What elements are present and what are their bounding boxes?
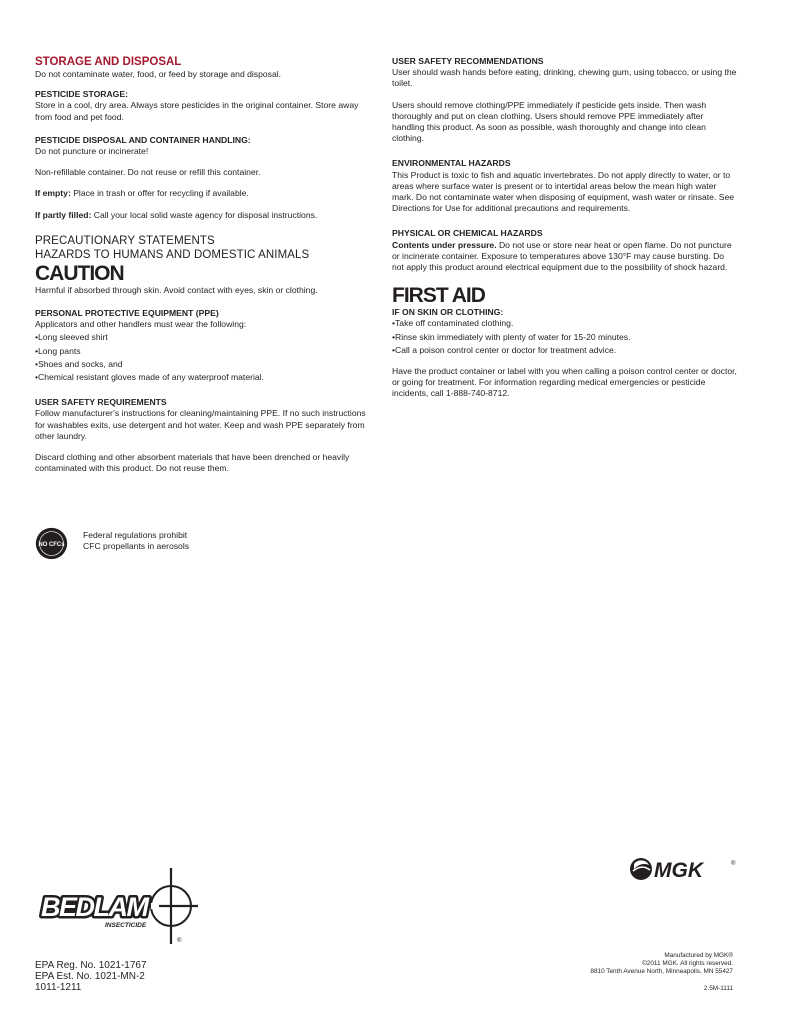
physical-chemical-hazards-body: Do not use or store near heat or open flame. Do not puncture or incinerate container. Exposure to temperatures above 130°F may cause bursting. Do not apply this product around electrical equipment due to the possibility of shock hazard. — [392, 239, 732, 273]
if-empty-label: If empty: — [35, 188, 71, 199]
ppe-item: • Shoes and socks, and — [35, 359, 377, 370]
copyright-line: ©2011 MGK. All rights reserved. — [642, 960, 733, 968]
disposal-text-1: Do not puncture or incinerate! — [35, 146, 149, 157]
user-safety-recommendations-heading: USER SAFETY RECOMMENDATIONS — [392, 56, 544, 66]
environmental-hazards-heading: ENVIRONMENTAL HAZARDS — [392, 158, 511, 169]
ppe-item: • Long pants — [35, 346, 377, 357]
mgk-logo — [628, 856, 740, 882]
precautionary-heading: PRECAUTIONARY STATEMENTS — [35, 234, 215, 247]
mgk-registered: ® — [731, 861, 736, 867]
first-aid-item: • Call a poison control center or doctor for treatment advice. — [392, 345, 737, 356]
user-safety-requirements-text-2: Discard clothing and other absorbent materials that have been drenched or heavily contaminated with this product. Do not reuse them. — [35, 452, 350, 474]
epa-numbers — [35, 960, 147, 993]
pesticide-storage-heading: PESTICIDE STORAGE: — [35, 89, 128, 100]
bedlam-wordmark: BEDLAM — [41, 892, 148, 922]
left-column — [35, 56, 377, 474]
address-line: 8810 Tenth Avenue North, Minneapolis, MN 55427 — [590, 968, 733, 976]
ppe-intro: Applicators and other handlers must wear the following: — [35, 319, 247, 330]
cfc-line-1: Federal regulations prohibit — [83, 530, 188, 540]
cfc-text — [83, 530, 189, 552]
first-aid-text: Have the product container or label with you when calling a poison control center or doctor, or going for treatment. For information regarding medical emergencies or pesticide incidents, call 1-888-740-8712. — [392, 366, 737, 399]
if-empty-text: Place in trash or offer for recycling if available. — [73, 188, 249, 199]
contents-under-pressure: Contents under pressure. — [392, 239, 497, 250]
no-cfc-notice — [35, 527, 235, 563]
if-partly-label: If partly filled: — [35, 209, 92, 220]
pesticide-storage-text: Store in a cool, dry area. Always store pesticides in the original container. Store away from food and pet food. — [35, 100, 359, 122]
caution-signal-word: CAUTION — [35, 261, 124, 285]
epa-est-number: EPA Est. No. 1021-MN-2 — [35, 971, 145, 982]
physical-chemical-hazards-text — [392, 240, 737, 274]
cfc-line-2: CFC propellants in aerosols — [83, 541, 190, 551]
ppe-item: • Long sleeved shirt — [35, 332, 377, 343]
disposal-heading: PESTICIDE DISPOSAL AND CONTAINER HANDLING: — [35, 134, 251, 145]
user-safety-requirements-text-1: Follow manufacturer’s instructions for cleaning/maintaining PPE. If no such instructions for washables exits, use detergent and hot water. Keep and wash PPE separately from other laundry. — [35, 408, 366, 441]
ppe-heading: PERSONAL PROTECTIVE EQUIPMENT (PPE) — [35, 308, 219, 319]
disposal-text-2: Non-refillable container. Do not reuse or refill this container. — [35, 167, 261, 178]
bedlam-registered: ® — [177, 938, 182, 944]
first-aid-item: • Rinse skin immediately with plenty of water for 15-20 minutes. — [392, 332, 737, 343]
if-partly-text: Call your local solid waste agency for disposal instructions. — [93, 209, 318, 220]
skin-heading: IF ON SKIN OR CLOTHING: — [392, 307, 504, 318]
epa-reg-number: EPA Reg. No. 1021-1767 — [35, 960, 147, 971]
bedlam-logo — [35, 866, 200, 946]
user-safety-recommendations-text-2: Users should remove clothing/PPE immediately if pesticide gets inside. Then wash thoroughly and put on clean clothing. Users should remove PPE immediately after handling this product. As soon as possible, wash thoroughly and change into clean clothing. — [392, 99, 707, 144]
no-cfc-seal-label: NO CFCs — [38, 541, 65, 548]
storage-intro: Do not contaminate water, food, or feed by storage and disposal. — [35, 69, 282, 79]
right-column — [392, 56, 737, 400]
first-aid-item: • Take off contaminated clothing. — [392, 318, 737, 329]
environmental-hazards-text: This Product is toxic to fish and aquatic invertebrates. Do not apply directly to water, or to areas where surface water is present or to intertidal areas below the mean high water mark. Do not contaminate water when disposing of equipment, wash water or rinsate. See Directions for Use for additional precautions and requirements. — [392, 169, 735, 214]
user-safety-recommendations-text-1: User should wash hands before eating, drinking, chewing gum, using tobacco, or using the toilet. — [392, 67, 737, 89]
if-partly-line — [35, 210, 377, 221]
ppe-item: • Chemical resistant gloves made of any waterproof material. — [35, 372, 377, 383]
caution-text: Harmful if absorbed through skin. Avoid contact with eyes, skin or clothing. — [35, 284, 318, 295]
print-code: 2.5M-1111 — [703, 985, 733, 992]
physical-chemical-hazards-heading: PHYSICAL OR CHEMICAL HAZARDS — [392, 228, 543, 239]
bedlam-insecticide-label: INSECTICIDE — [105, 922, 147, 929]
storage-title: STORAGE AND DISPOSAL — [35, 56, 182, 68]
manufacturer-line: Manufactured by MGK® — [664, 952, 733, 959]
if-empty-line — [35, 188, 377, 199]
lot-number: 1011-1211 — [35, 982, 82, 993]
manufacturer-info — [550, 952, 733, 977]
mgk-wordmark: MGK — [654, 859, 703, 882]
user-safety-requirements-heading: USER SAFETY REQUIREMENTS — [35, 397, 167, 408]
no-cfc-seal-icon — [35, 527, 68, 560]
first-aid-title: FIRST AID — [392, 284, 485, 308]
hazards-heading: HAZARDS TO HUMANS AND DOMESTIC ANIMALS — [35, 248, 310, 261]
